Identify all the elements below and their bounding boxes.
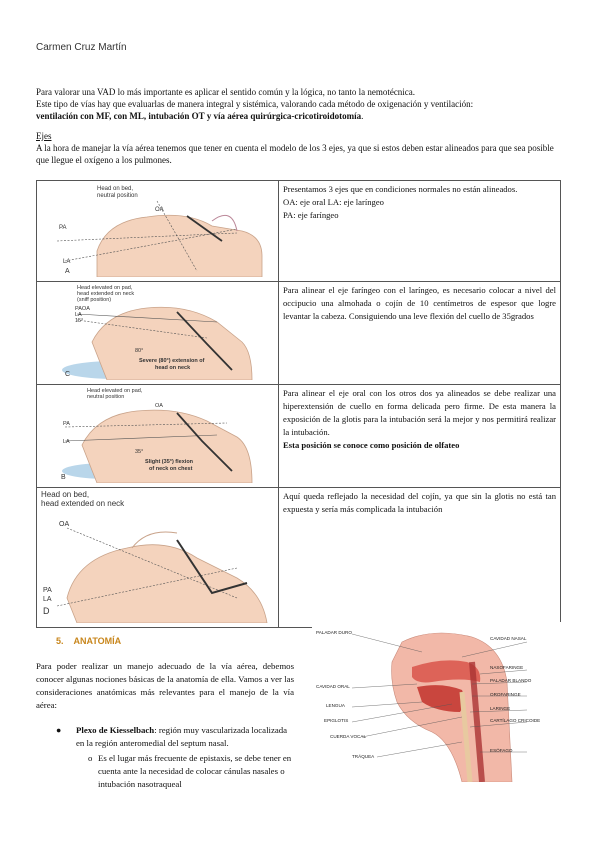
label-cartilago: CARTÍLAGO CRICOIDE: [490, 718, 541, 723]
author-name: Carmen Cruz Martín: [36, 42, 127, 53]
axis-label-pa: PA: [43, 587, 52, 594]
list-item: [56, 724, 296, 750]
intro-line-3-end: .: [361, 111, 364, 121]
fig-caption-2: head on neck: [155, 365, 191, 371]
ejes-heading: Ejes: [36, 131, 52, 141]
fig-subtitle: head extended on neck: [77, 291, 135, 297]
airway-anatomy-figure: [312, 622, 564, 782]
fig-subtitle: neutral position: [97, 193, 138, 199]
cell-line: Aquí queda reflejado la necesidad del cojín, ya que sin la glotis no está tan expuesta y sería más complicada la intubación: [283, 491, 556, 514]
label-paladar-blando: PALADAR BLANDO: [490, 678, 532, 683]
angle-label: 15°: [75, 318, 84, 324]
fig-title: Head on bed,: [41, 490, 90, 499]
figure-cell: [37, 385, 279, 488]
label-esofago: ESÓFAGO: [490, 748, 513, 753]
axis-label-la: LA: [63, 439, 70, 445]
axes-figure-c: [37, 282, 278, 380]
fig-title: Head elevated on pad,: [87, 388, 143, 394]
axes-figure-a: [37, 181, 278, 277]
axis-label-la: LA: [63, 259, 71, 265]
cell-line: Presentamos 3 ejes que en condiciones normales no están alineados.: [283, 184, 518, 194]
table-row: [37, 181, 561, 282]
angle-label: 35°: [135, 449, 144, 455]
label-lengua: LENGUA: [326, 703, 345, 708]
axes-table: [36, 180, 561, 628]
label-traquea: TRÁQUEA: [352, 754, 375, 759]
bullet-description: : región muy vascularizada localizada en la región anteromedial del septum nasal.: [76, 725, 288, 748]
axis-label-pa: PA: [63, 421, 70, 427]
section-title: ANATOMÍA: [73, 636, 122, 646]
table-row: [37, 385, 561, 488]
axis-label-la: LA: [43, 596, 52, 603]
text-cell: [279, 181, 561, 282]
label-epiglotis: EPIGLOTIS: [324, 718, 349, 723]
intro-line-3: [36, 110, 561, 122]
bullet-bold-term: Plexo de Kiesselbach: [76, 725, 155, 735]
cell-line: Para alinear el eje faríngeo con el laríngeo, es necesario colocar a nivel del occipucio una almohada o cojín de 10 centímetros de espesor que logre levantar la cabeza. Consiguiendo una leve flexión del cuello de 35grados: [283, 285, 556, 321]
figure-cell: [37, 282, 279, 385]
axis-label-la: LA: [75, 312, 82, 318]
fig-subtitle: neutral position: [87, 394, 125, 400]
axis-label-paoa: PAOA: [75, 306, 90, 312]
fig-caption: Slight (35°) flexion: [145, 459, 194, 465]
sub-bullet-icon: o: [88, 753, 93, 763]
intro-bold-methods: ventilación con MF, con ML, intubación OT y vía aérea quirúrgica-cricotiroidotomía: [36, 111, 362, 121]
angle-label-2: 80°: [135, 348, 144, 354]
axis-label-oa: OA: [59, 521, 70, 528]
anatomy-intro: Para poder realizar un manejo adecuado de la vía aérea, debemos conocer algunas nociones básicas de la anatomía de ella. Vamos a ver las consideraciones anatómicas más relevantes para el manejo de la vía aérea:: [36, 661, 294, 710]
sub-bullet-text: Es el lugar más frecuente de epistaxis, se debe tener en cuenta ante la necesidad de colocar cánulas nasales o intubación nasotraqueal: [98, 753, 292, 789]
intro-line-2: Este tipo de vías hay que evaluarlas de manera integral y sistémica, valorando cada método de oxigenación y ventilación:: [36, 99, 474, 109]
fig-caption: Severe (80°) extension of: [139, 358, 205, 364]
axes-figure-b: [37, 385, 278, 483]
axes-figure-d: [37, 488, 278, 623]
fig-title: Head elevated on pad,: [77, 285, 133, 291]
sub-list-item: [88, 752, 294, 791]
text-cell: [279, 282, 561, 385]
ejes-paragraph: A la hora de manejar la vía aérea tenemos que tener en cuenta el modelo de los 3 ejes, ya que si estos deben estar alineados para que sea posible que llegue el oxígeno a los pulmones.: [36, 143, 554, 165]
fig-title: Head on bed,: [97, 186, 134, 192]
label-cavidad-oral: CAVIDAD ORAL: [316, 684, 350, 689]
fig-letter: A: [65, 268, 70, 275]
anatomy-paragraph: [36, 660, 294, 712]
label-paladar-duro: PALADAR DURO: [316, 630, 352, 635]
figure-cell: [37, 181, 279, 282]
label-orofaringe: OROFARINGE: [490, 692, 521, 697]
fig-subtitle: head extended on neck: [41, 499, 125, 508]
text-cell: [279, 385, 561, 488]
axis-label-oa: OA: [155, 403, 163, 409]
cell-line: PA: eje faríngeo: [283, 210, 339, 220]
text-cell: [279, 488, 561, 628]
intro-line-1: Para valorar una VAD lo más importante es aplicar el sentido común y la lógica, no tanto la nemotécnica.: [36, 87, 416, 97]
intro-section: [36, 86, 561, 166]
cell-line: Para alinear el eje oral con los otros dos ya alineados se debe realizar una hiperextensión de cuello en forma delicada pero firme. De esta manera la exposición de la glotis para la intubación será la mejor y nos permitirá realizar la intubación.: [283, 388, 556, 437]
figure-cell: [37, 488, 279, 628]
table-row: [37, 488, 561, 628]
fig-letter: B: [61, 474, 66, 481]
section-heading-anatomy: [56, 636, 131, 646]
bullet-text: [76, 724, 296, 750]
table-row: [37, 282, 561, 385]
axis-label-pa: PA: [59, 225, 67, 231]
cell-bold-line: Esta posición se conoce como posición de olfateo: [283, 440, 460, 450]
axis-label-oa: OA: [155, 207, 164, 213]
label-nasofaringe: NASOFARINGE: [490, 665, 524, 670]
label-cuerda-vocal: CUERDA VOCAL: [330, 734, 366, 739]
cell-line: OA: eje oral LA: eje laríngeo: [283, 197, 384, 207]
fig-caption-2: of neck on chest: [149, 466, 193, 472]
fig-subtitle-2: (sniff position): [77, 297, 112, 303]
label-laringe: LARINGE: [490, 706, 511, 711]
label-cavidad-nasal: CAVIDAD NASAL: [490, 636, 527, 641]
fig-letter: C: [65, 371, 71, 378]
section-number: 5.: [56, 636, 64, 646]
bullet-icon: ●: [56, 725, 62, 735]
fig-letter: D: [43, 606, 50, 616]
